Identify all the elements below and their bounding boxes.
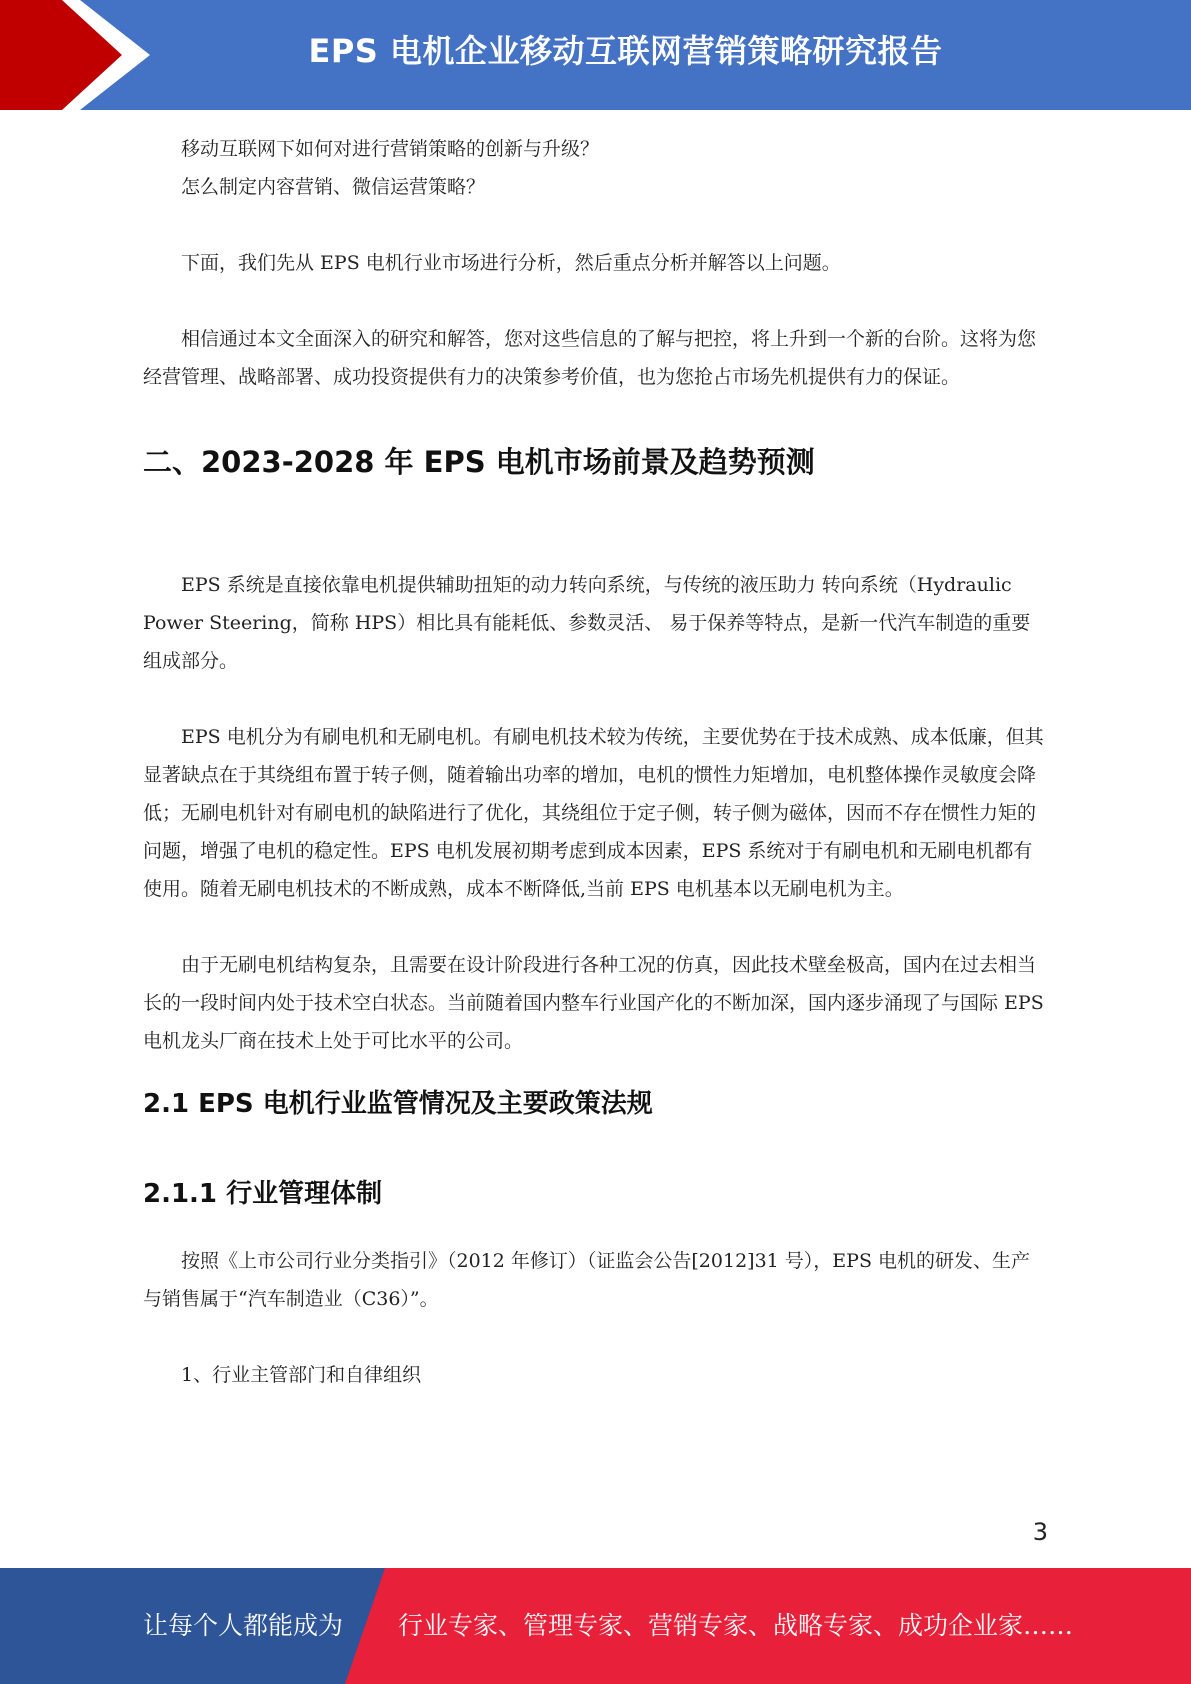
section-heading: 二、2023-2028 年 EPS 电机市场前景及趋势预测 [143,445,815,479]
paragraph-brushless-tech: 由于无刷电机结构复杂，且需要在设计阶段进行各种工况的仿真，因此技术壁垒极高，国内在过去相当长的一段时间内处于技术空白状态。当前随着国内整车行业国产化的不断加深，国内逐步涌现了与国际 EPS 电机龙头厂商在技术上处于可比水平的公司。 [143,954,1044,1052]
footer-slogan-left: 让每个人都能成为 [143,1611,344,1640]
report-title: EPS 电机企业移动互联网营销策略研究报告 [308,32,943,70]
intro-paragraph: 下面，我们先从 EPS 电机行业市场进行分析，然后重点分析并解答以上问题。 [181,252,841,274]
paragraph-eps-motor-types: EPS 电机分为有刷电机和无刷电机。有刷电机技术较为传统，主要优势在于技术成熟、成本低廉，但其显著缺点在于其绕组布置于转子侧，随着输出功率的增加，电机的惯性力矩增加，电机整体操作灵敏度会降低；无刷电机针对有刷电机的缺陷进行了优化，其绕组位于定子侧，转子侧为磁体，因而不存在惯性力矩的问题，增强了电机的稳定性。EPS 电机发展初期考虑到成本因素，EPS 系统对于有刷电机和无刷电机都有使用。随着无刷电机技术的不断成熟，成本不断降低,当前 EPS 电机基本以无刷电机为主。 [143,726,1044,900]
paragraph-industry-classification: 按照《上市公司行业分类指引》（2012 年修订）（证监会公告[2012]31 号），EPS 电机的研发、生产与销售属于“汽车制造业（C36）”。 [143,1250,1030,1310]
belief-paragraph: 相信通过本文全面深入的研究和解答，您对这些信息的了解与把控，将上升到一个新的台阶。这将为您经营管理、战略部署、成功投资提供有力的决策参考价值，也为您抢占市场先机提供有力的保证。 [143,328,1037,388]
question-1: 移动互联网下如何对进行营销策略的创新与升级？ [181,138,600,160]
list-item-1: 1、行业主管部门和自律组织 [181,1364,422,1386]
page-body [143,130,1045,1394]
page-header [0,0,1191,110]
page-footer [0,1568,1191,1684]
footer-slogan-right: 行业专家、管理专家、营销专家、战略专家、成功企业家…… [398,1611,1074,1640]
question-2: 怎么制定内容营销、微信运营策略？ [181,176,486,198]
subsubsection-heading: 2.1.1 行业管理体制 [143,1179,383,1209]
paragraph-eps-system: EPS 系统是直接依靠电机提供辅助扭矩的动力转向系统，与传统的液压助力 转向系统（Hydraulic Power Steering，简称 HPS）相比具有能耗低、参数灵活、 易于保养等特点，是新一代汽车制造的重要组成部分。 [143,574,1031,672]
subsection-heading: 2.1 EPS 电机行业监管情况及主要政策法规 [143,1089,653,1119]
page-number: 3 [1032,1518,1048,1546]
